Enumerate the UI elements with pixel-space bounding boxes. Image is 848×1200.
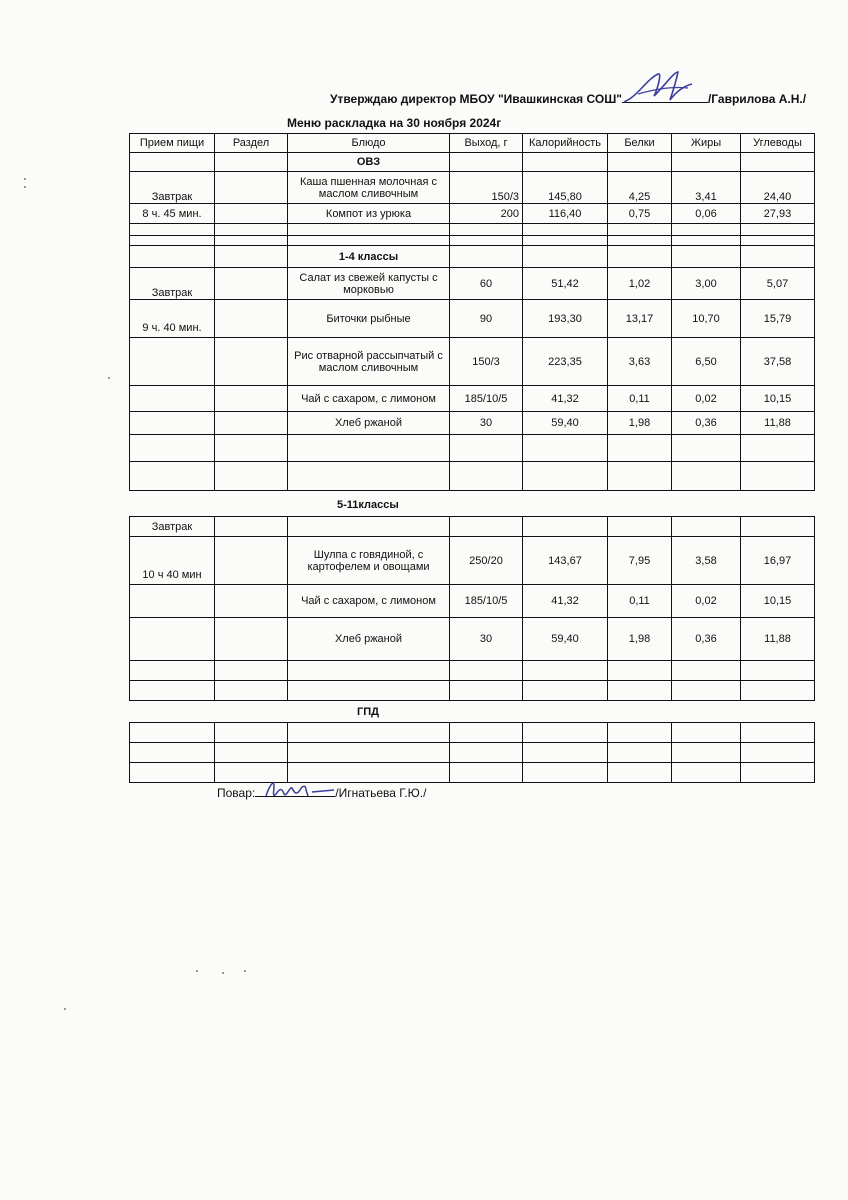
calories-cell: 193,30 (523, 300, 608, 338)
col-protein: Белки (608, 134, 672, 153)
fat-cell: 0,02 (672, 386, 741, 412)
scan-speck (64, 1008, 66, 1010)
menu-table-gpd (129, 722, 815, 783)
dish-cell: Рис отварной рассыпчатый с маслом сливочным (288, 338, 450, 386)
protein-cell: 0,75 (608, 204, 672, 224)
empty-row (130, 743, 815, 763)
table-row (130, 517, 815, 537)
fat-cell: 0,06 (672, 204, 741, 224)
empty-row (130, 661, 815, 681)
protein-cell: 1,98 (608, 412, 672, 435)
meal-cell: Завтрак (130, 172, 215, 204)
empty-row (130, 763, 815, 783)
menu-table-main (129, 133, 815, 491)
fat-cell: 10,70 (672, 300, 741, 338)
table-row (130, 585, 815, 618)
protein-cell: 7,95 (608, 537, 672, 585)
table-row (130, 268, 815, 300)
time-cell: 9 ч. 40 мин. (130, 300, 215, 338)
carbs-cell: 11,88 (741, 618, 815, 661)
table-row (130, 204, 815, 224)
menu-table-grades-5-11 (129, 516, 815, 701)
table-row (130, 412, 815, 435)
dish-cell: Хлеб ржаной (288, 412, 450, 435)
col-yield: Выход, г (450, 134, 523, 153)
calories-cell: 145,80 (523, 172, 608, 204)
protein-cell: 4,25 (608, 172, 672, 204)
empty-row (130, 681, 815, 701)
protein-cell: 0,11 (608, 386, 672, 412)
table-row (130, 172, 815, 204)
carbs-cell: 27,93 (741, 204, 815, 224)
cook-signature-icon (262, 776, 338, 804)
dish-cell: Салат из свежей капусты с морковью (288, 268, 450, 300)
col-section: Раздел (215, 134, 288, 153)
dish-cell: Компот из урюка (288, 204, 450, 224)
col-meal: Прием пищи (130, 134, 215, 153)
dish-cell: Хлеб ржаной (288, 618, 450, 661)
carbs-cell: 24,40 (741, 172, 815, 204)
col-calories: Калорийность (523, 134, 608, 153)
carbs-cell: 10,15 (741, 585, 815, 618)
section-label-grades-1-4: 1-4 классы (288, 246, 450, 268)
protein-cell: 3,63 (608, 338, 672, 386)
yield-cell: 60 (450, 268, 523, 300)
fat-cell: 0,36 (672, 412, 741, 435)
calories-cell: 223,35 (523, 338, 608, 386)
col-dish: Блюдо (288, 134, 450, 153)
scan-speck (24, 178, 26, 180)
section-label-ovz: ОВЗ (288, 153, 450, 172)
col-fat: Жиры (672, 134, 741, 153)
yield-cell: 150/3 (450, 172, 523, 204)
carbs-cell: 11,88 (741, 412, 815, 435)
table-row (130, 338, 815, 386)
fat-cell: 3,41 (672, 172, 741, 204)
carbs-cell: 15,79 (741, 300, 815, 338)
fat-cell: 6,50 (672, 338, 741, 386)
section-header-row (130, 246, 815, 268)
yield-cell: 150/3 (450, 338, 523, 386)
dish-cell: Шулпа с говядиной, с картофелем и овощами (288, 537, 450, 585)
table-row (130, 537, 815, 585)
carbs-cell: 10,15 (741, 386, 815, 412)
empty-row (130, 435, 815, 462)
scan-speck (222, 972, 224, 974)
dish-cell: Чай с сахаром, с лимоном (288, 386, 450, 412)
empty-row (130, 236, 815, 246)
section-label-grades-5-11: 5-11классы (337, 499, 399, 511)
calories-cell: 59,40 (523, 618, 608, 661)
approval-text: Утверждаю директор МБОУ "Ивашкинская СОШ" (330, 92, 622, 106)
carbs-cell: 16,97 (741, 537, 815, 585)
empty-row (130, 462, 815, 491)
cook-label: Повар: (217, 786, 256, 800)
page-title: Меню раскладка на 30 ноября 2024г (287, 116, 502, 130)
protein-cell: 1,02 (608, 268, 672, 300)
yield-cell: 200 (450, 204, 523, 224)
section-header-row (130, 153, 815, 172)
table-header-row (130, 134, 815, 153)
yield-cell: 185/10/5 (450, 386, 523, 412)
yield-cell: 90 (450, 300, 523, 338)
section-label-gpd: ГПД (357, 706, 379, 718)
cook-name: /Игнатьева Г.Ю./ (335, 786, 427, 800)
scan-speck (196, 970, 198, 972)
calories-cell: 41,32 (523, 386, 608, 412)
calories-cell: 59,40 (523, 412, 608, 435)
calories-cell: 143,67 (523, 537, 608, 585)
yield-cell: 30 (450, 412, 523, 435)
calories-cell: 51,42 (523, 268, 608, 300)
calories-cell: 41,32 (523, 585, 608, 618)
table-row (130, 300, 815, 338)
col-carbs: Углеводы (741, 134, 815, 153)
table-row (130, 618, 815, 661)
calories-cell: 116,40 (523, 204, 608, 224)
dish-cell: Чай с сахаром, с лимоном (288, 585, 450, 618)
scan-speck (24, 186, 26, 188)
dish-cell: Биточки рыбные (288, 300, 450, 338)
fat-cell: 0,36 (672, 618, 741, 661)
meal-cell: Завтрак (130, 517, 215, 537)
dish-cell: Каша пшенная молочная с маслом сливочным (288, 172, 450, 204)
approval-line (330, 92, 806, 106)
fat-cell: 3,58 (672, 537, 741, 585)
director-name: /Гаврилова А.Н./ (707, 92, 807, 106)
protein-cell: 13,17 (608, 300, 672, 338)
protein-cell: 0,11 (608, 585, 672, 618)
protein-cell: 1,98 (608, 618, 672, 661)
scan-speck (108, 377, 110, 379)
fat-cell: 0,02 (672, 585, 741, 618)
table-row (130, 386, 815, 412)
fat-cell: 3,00 (672, 268, 741, 300)
director-signature-icon (618, 66, 698, 110)
scan-speck (244, 970, 246, 972)
meal-cell: Завтрак (130, 268, 215, 300)
time-cell: 10 ч 40 мин (130, 537, 215, 585)
carbs-cell: 5,07 (741, 268, 815, 300)
time-cell: 8 ч. 45 мин. (130, 204, 215, 224)
empty-row (130, 723, 815, 743)
yield-cell: 185/10/5 (450, 585, 523, 618)
empty-row (130, 224, 815, 236)
yield-cell: 250/20 (450, 537, 523, 585)
yield-cell: 30 (450, 618, 523, 661)
carbs-cell: 37,58 (741, 338, 815, 386)
